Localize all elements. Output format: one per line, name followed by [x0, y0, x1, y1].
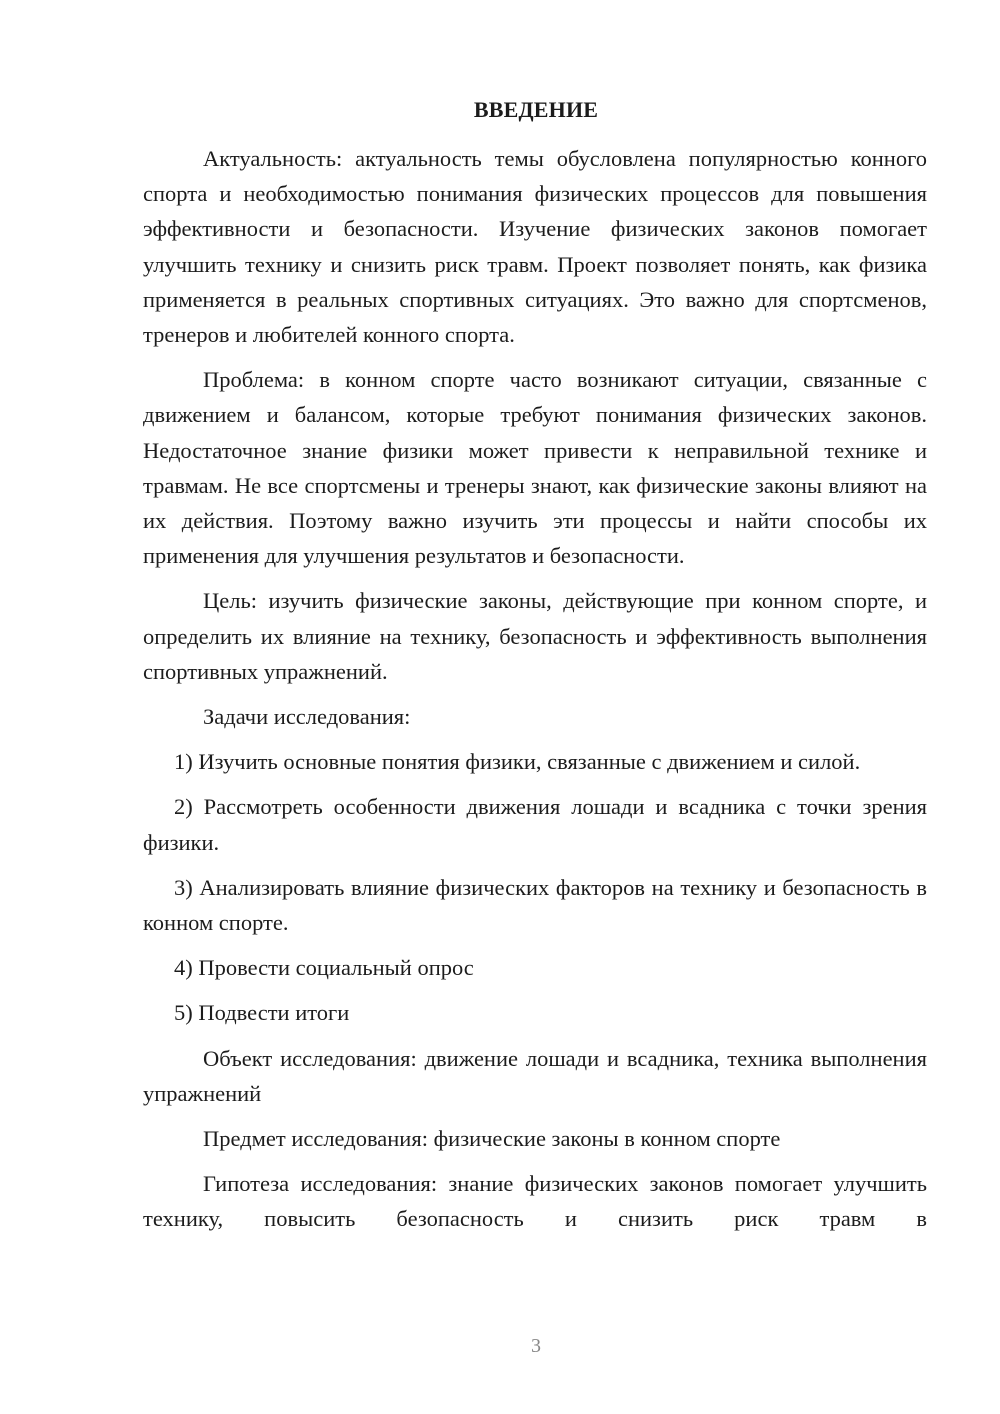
- page-number: 3: [531, 1335, 541, 1357]
- subject-paragraph: Предмет исследования: физические законы в конном спорте: [203, 1126, 781, 1152]
- task-item: 5) Подвести итоги: [174, 1000, 350, 1026]
- body-text: [143, 141, 927, 1247]
- task-item: 3) Анализировать влияние физических факторов на технику и безопасность в конном спорте.: [143, 874, 927, 936]
- task-item: 1) Изучить основные понятия физики, связанные с движением и силой.: [174, 749, 861, 775]
- task-item: 2) Рассмотреть особенности движения лошади и всадника с точки зрения физики.: [143, 794, 927, 855]
- tasks-heading: Задачи исследования:: [203, 704, 411, 730]
- problem-paragraph: Проблема: в конном спорте часто возникают ситуации, связанные с движением и балансом, которые требуют понимания физических законов. Недостаточное знание физики может привести к неправильной технике и травмам. Не все спортсмены и тренеры знают, как физические законы влияют на их действия. Поэтому важно изучить эти процессы и найти способы их применения для улучшения результатов и безопасности.: [143, 367, 927, 569]
- object-paragraph: Объект исследования: движение лошади и всадника, техника выполнения упражнений: [143, 1045, 927, 1106]
- goal-paragraph: Цель: изучить физические законы, действующие при конном спорте, и определить их влияние на технику, безопасность и эффективность выполнения спортивных упражнений.: [143, 588, 927, 684]
- task-item: 4) Провести социальный опрос: [174, 955, 474, 981]
- section-heading: ВВЕДЕНИЕ: [473, 97, 599, 122]
- hypothesis-paragraph: Гипотеза исследования: знание физических законов помогает улучшить технику, повысить безопасность и снизить риск травм в: [143, 1171, 927, 1232]
- relevance-paragraph: Актуальность: актуальность темы обусловлена популярностью конного спорта и необходимостью понимания физических процессов для повышения эффективности и безопасности. Изучение физических законов помогает улучшить технику и снизить риск травм. Проект позволяет понять, как физика применяется в реальных спортивных ситуациях. Это важно для спортсменов, тренеров и любителей конного спорта.: [143, 146, 927, 348]
